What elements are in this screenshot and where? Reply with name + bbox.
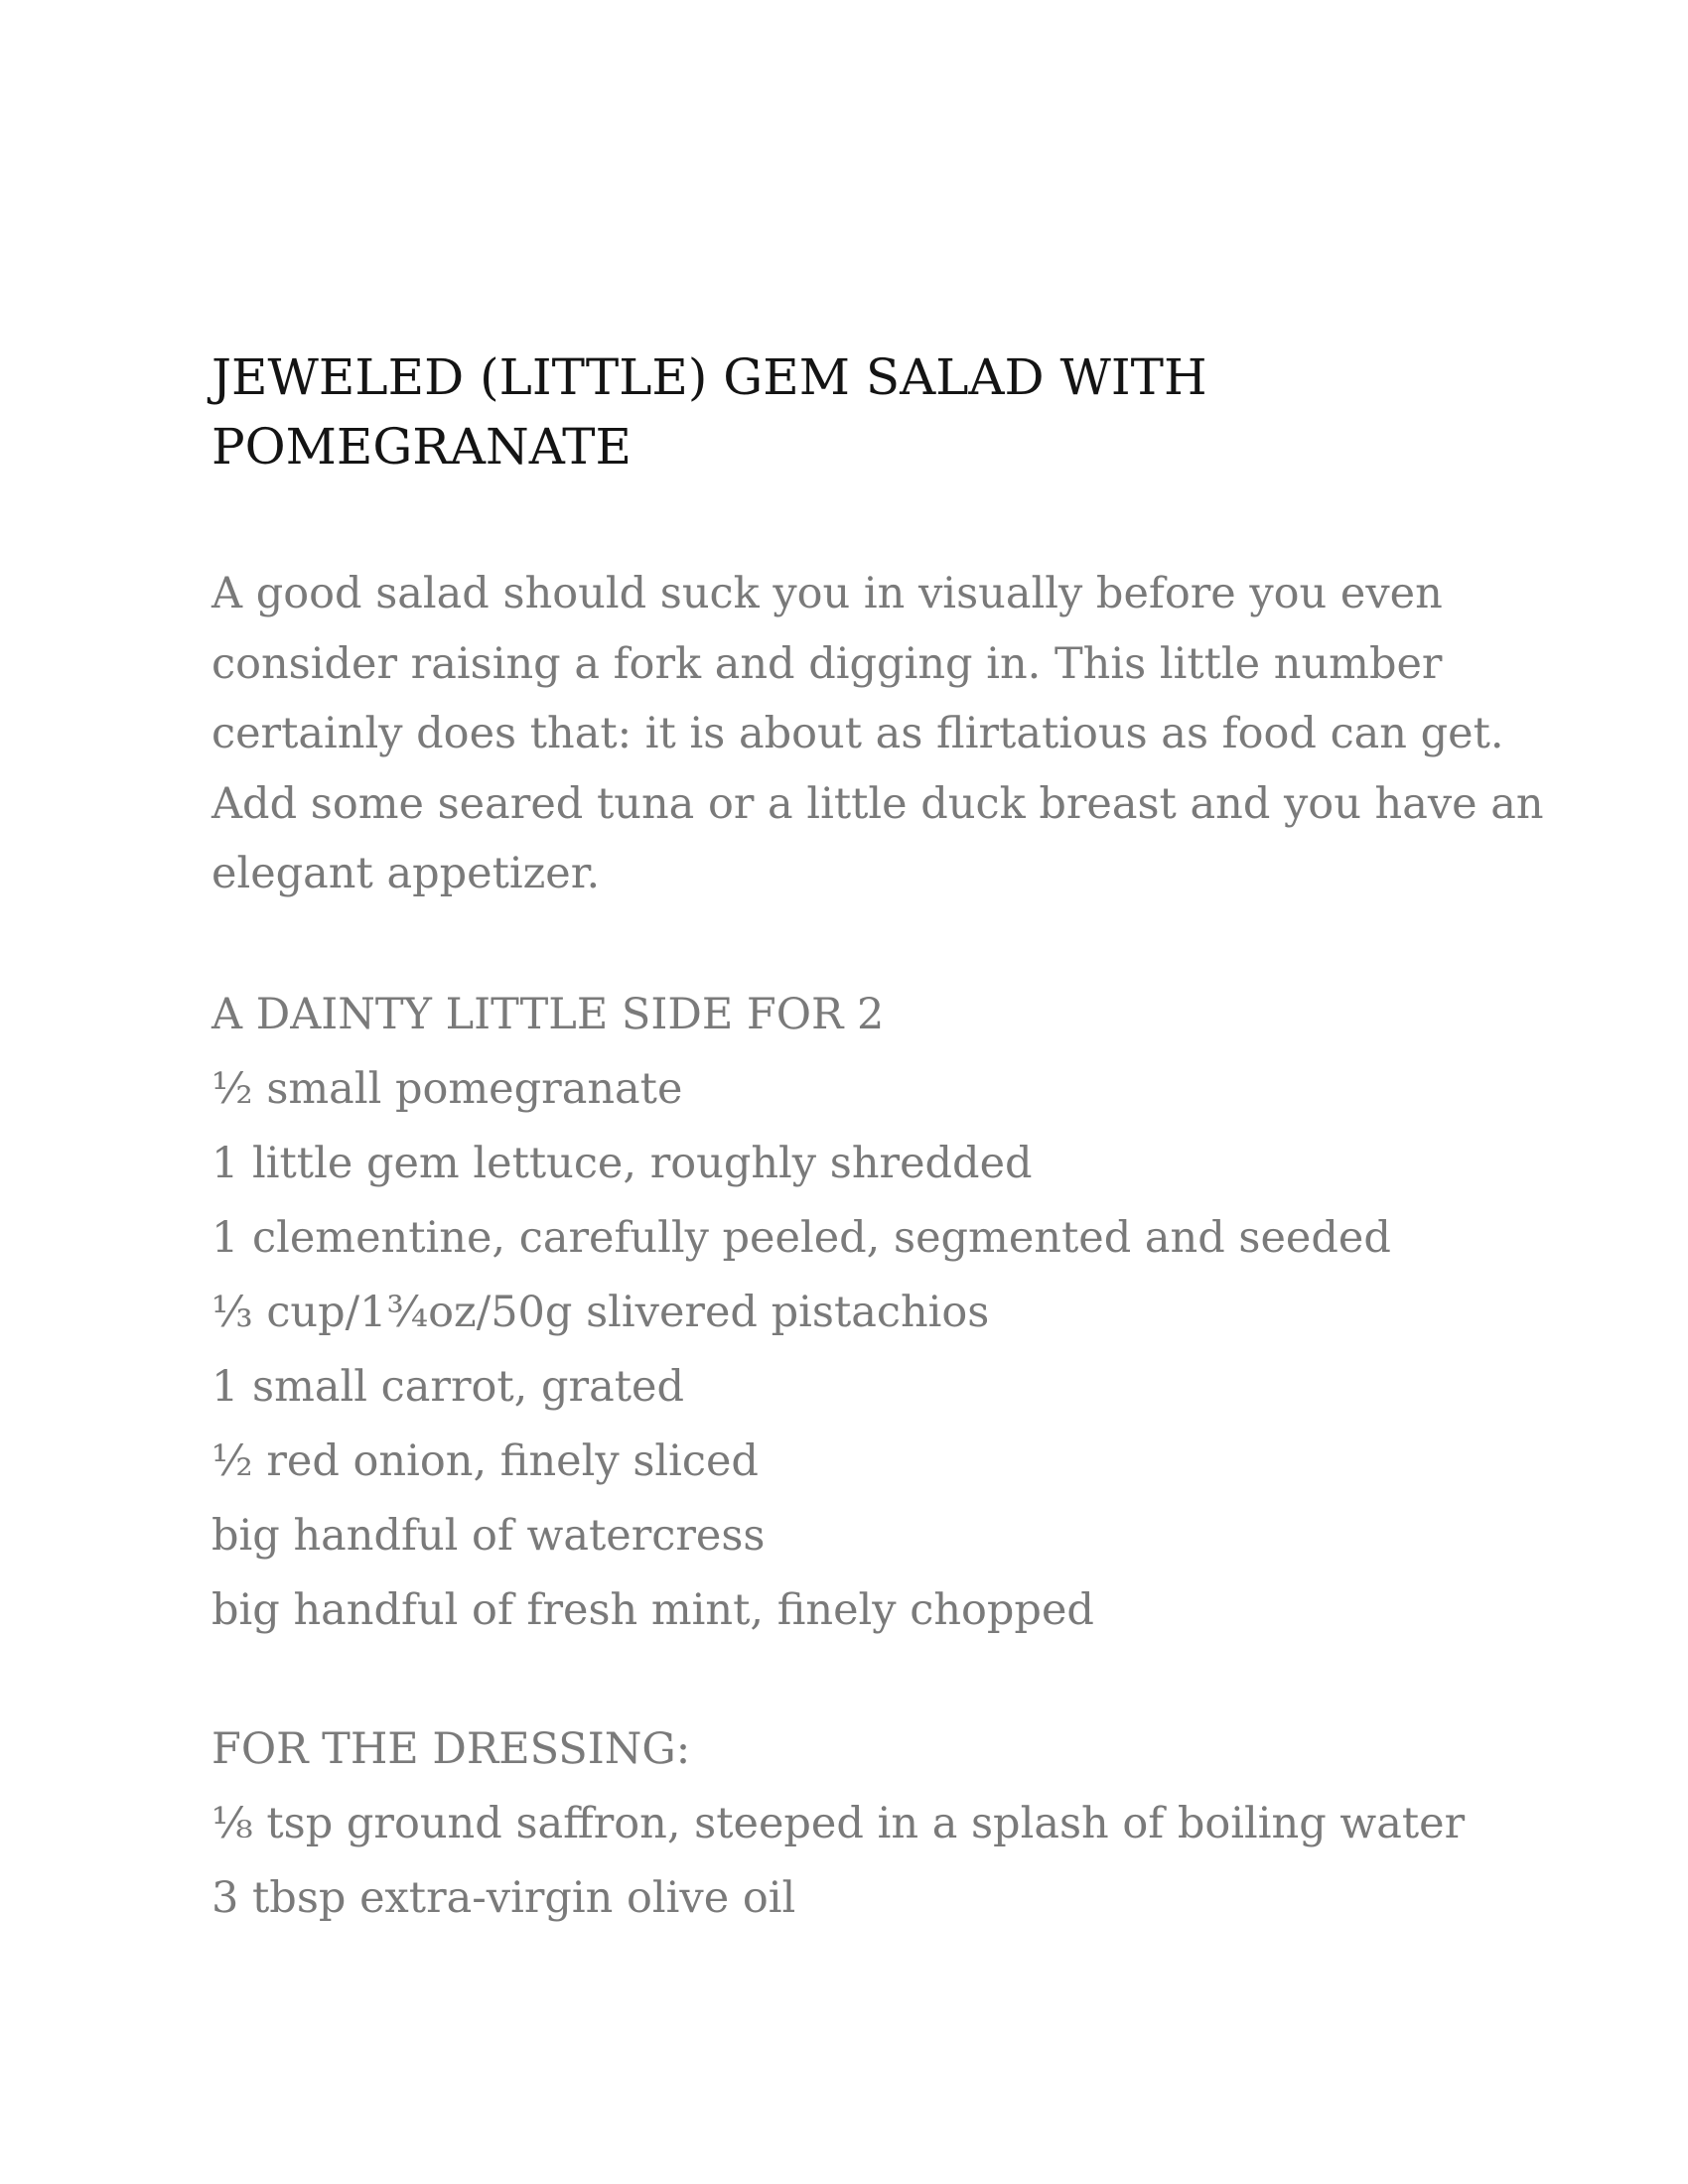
- ingredient-list: [211, 1052, 1492, 1648]
- recipe-title: [211, 342, 1492, 481]
- dressing-heading: FOR THE DRESSING:: [211, 1723, 691, 1774]
- recipe-title-line: POMEGRANATE: [211, 418, 632, 476]
- intro-line: certainly does that: it is about as flirtatious as food can get.: [211, 709, 1504, 758]
- serving-heading: A DAINTY LITTLE SIDE FOR 2: [211, 989, 885, 1039]
- dressing-ingredient-item: ⅛ tsp ground saffron, steeped in a splash of boiling water: [211, 1798, 1466, 1848]
- ingredient-item: big handful of fresh mint, finely chopped: [211, 1584, 1094, 1635]
- dressing-ingredient-list: [211, 1787, 1492, 1936]
- ingredient-item: 1 little gem lettuce, roughly shredded: [211, 1138, 1033, 1188]
- intro-line: A good salad should suck you in visually before you even: [211, 569, 1443, 618]
- recipe-title-line: JEWELED (LITTLE) GEM SALAD WITH: [211, 348, 1207, 406]
- ingredients-section: [211, 978, 1492, 1648]
- dressing-ingredient-item: 3 tbsp extra-virgin olive oil: [211, 1872, 796, 1923]
- intro-line: consider raising a fork and digging in. This little number: [211, 638, 1443, 689]
- ingredient-item: big handful of watercress: [211, 1510, 766, 1561]
- ingredient-item: ½ small pomegranate: [211, 1063, 683, 1114]
- ingredient-item: ½ red onion, finely sliced: [211, 1435, 759, 1486]
- intro-line: elegant appetizer.: [211, 849, 601, 898]
- ingredient-item: 1 small carrot, grated: [211, 1361, 684, 1412]
- recipe-intro: [211, 559, 1544, 909]
- intro-line: Add some seared tuna or a little duck breast and you have an: [211, 778, 1544, 829]
- ingredient-item: 1 clementine, carefully peeled, segmented and seeded: [211, 1212, 1391, 1263]
- dressing-section: [211, 1712, 1492, 1936]
- recipe-page: [211, 342, 1544, 1936]
- ingredient-item: ⅓ cup/1¾oz/50g slivered pistachios: [211, 1287, 990, 1337]
